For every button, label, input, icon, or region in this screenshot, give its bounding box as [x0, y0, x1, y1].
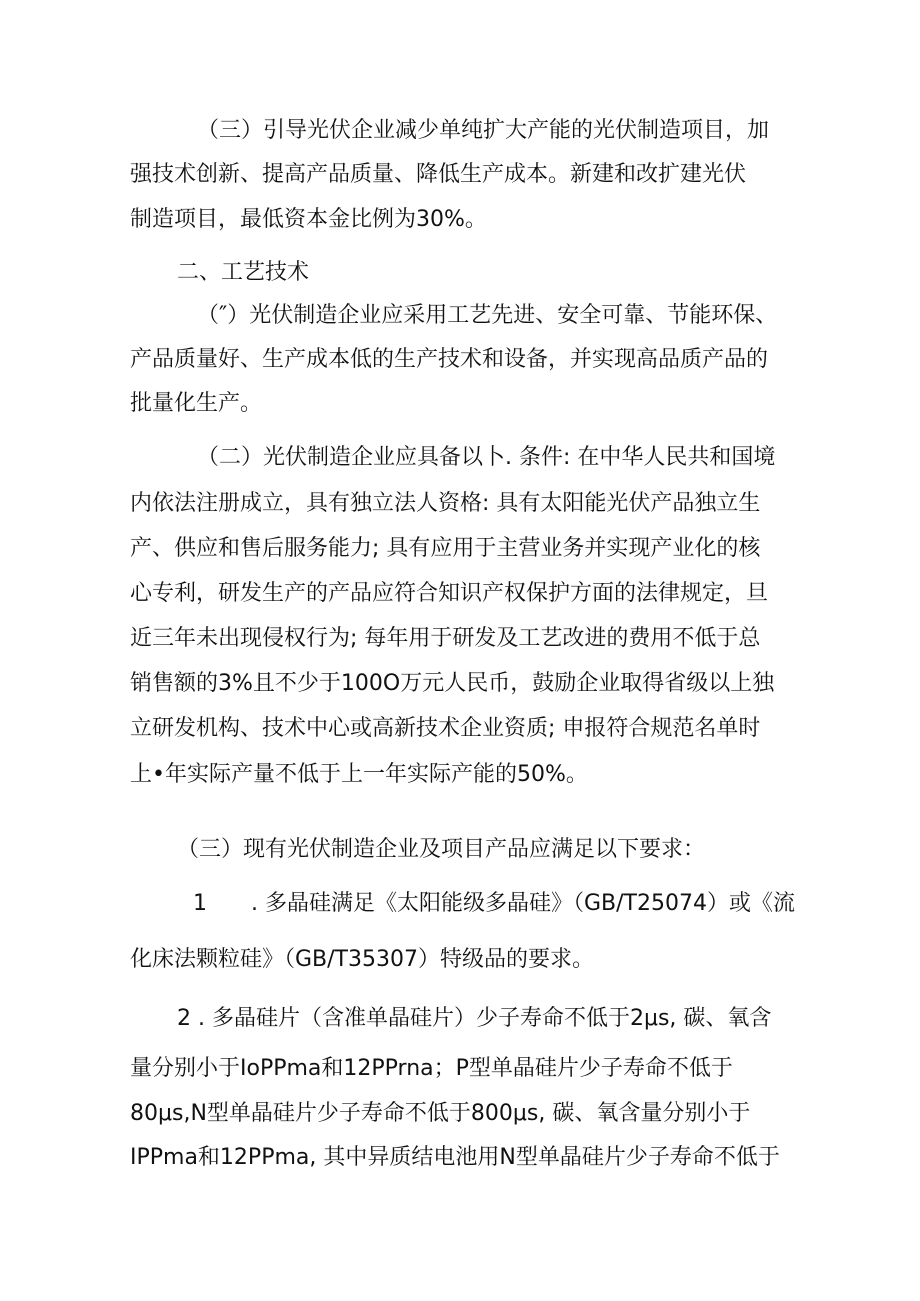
- paragraph-3-line-2: 内依法注册成立，具有独立法人资格: 具有太阳能光伏产品独立生: [130, 491, 761, 516]
- item-2-line-3: 80μs,N型单晶硅片少子寿命不低于800μs, 碳、氧含量分别小于: [130, 1101, 751, 1126]
- paragraph-3-line-7: 立研发机构、技术中心或高新技术企业资质; 申报符合规范名单时: [130, 716, 761, 741]
- item-1-line-1: 1 . 多晶硅满足《太阳能级多晶硅》（GB/T25074）或《流: [193, 891, 795, 916]
- paragraph-2-line-1: （″）光伏制造企业应采用工艺先进、安全可靠、节能环保、: [197, 303, 778, 328]
- paragraph-3-line-8: 上•年实际产量不低于上一年实际产能的50%。: [130, 762, 588, 787]
- paragraph-2-line-3: 批量化生产。: [130, 391, 263, 416]
- paragraph-2-line-2: 产品质量好、生产成本低的生产技术和设备，并实现高品质产品的: [130, 347, 769, 372]
- paragraph-4-line-1: （三）现有光伏制造企业及项目产品应满足以下要求：: [177, 837, 706, 862]
- item-2-line-2: 量分别小于IoPPma和12PPrna；P型单晶硅片少子寿命不低于: [130, 1056, 733, 1081]
- paragraph-3-line-6: 销售额的3%且不少于100O万元人民币，鼓励企业取得省级以上独: [130, 671, 775, 696]
- item-2-line-4: IPPma和12PPma, 其中异质结电池用N型单晶硅片少子寿命不低于: [130, 1145, 780, 1170]
- paragraph-1-line-1: （三）引导光伏企业减少单纯扩大产能的光伏制造项目，加: [197, 118, 770, 143]
- paragraph-1-line-2: 强技术创新、提高产品质量、降低生产成本。新建和改扩建光伏: [130, 162, 747, 187]
- paragraph-1-line-3: 制造项目，最低资本金比例为30%。: [130, 207, 487, 232]
- paragraph-3-line-4: 心专利，研发生产的产品应符合知识产权保护方面的法律规定，旦: [130, 581, 769, 606]
- section-heading-process-technology: 二、工艺技术: [177, 260, 310, 285]
- paragraph-3-line-3: 产、供应和售后服务能力; 具有应用于主营业务并实现产业化的核: [130, 536, 761, 561]
- paragraph-3-line-5: 近三年未出现侵权行为; 每年用于研发及工艺改进的费用不低于总: [130, 626, 761, 651]
- item-2-line-1: 2 . 多晶硅片（含准单晶硅片）少子寿命不低于2μs, 碳、氧含: [177, 1006, 772, 1031]
- paragraph-3-line-1: （二）光伏制造企业应具备以卜. 条件: 在中华人民共和国境: [197, 445, 776, 470]
- item-1-line-2: 化床法颗粒硅》（GB/T35307）特级品的要求。: [130, 947, 594, 972]
